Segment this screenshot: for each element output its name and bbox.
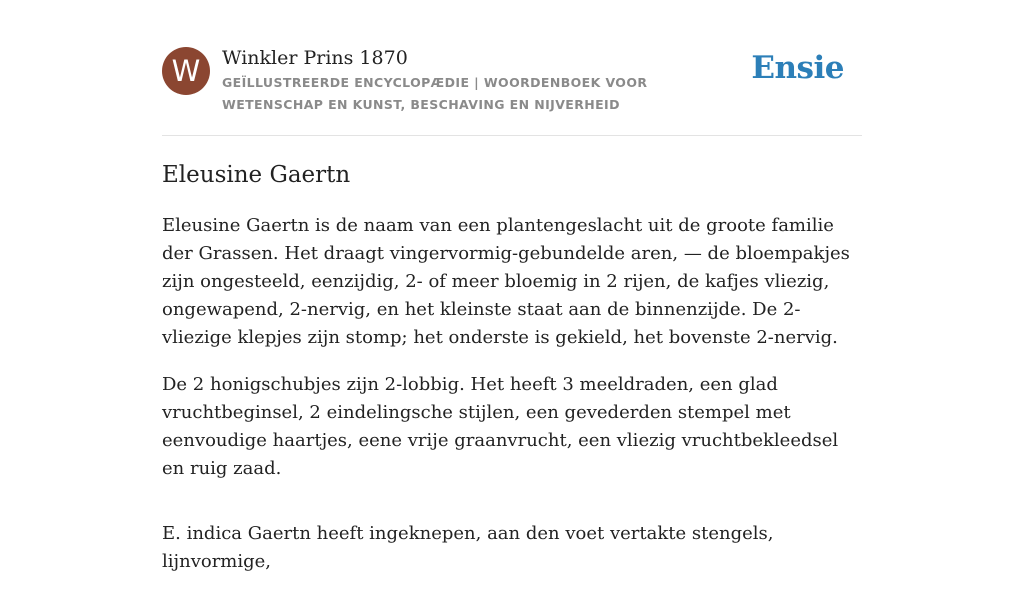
source-header (162, 0, 862, 136)
source-avatar[interactable]: W (162, 47, 210, 95)
brand-logo[interactable]: Ensie (751, 50, 844, 86)
article-title: Eleusine Gaertn (162, 162, 351, 188)
source-subtitle: GEÏLLUSTREERDE ENCYCLOPÆDIE | WOORDENBOEK VOOR WETENSCHAP EN KUNST, BESCHAVING EN NIJVERHEID (222, 75, 648, 112)
article-paragraph-1: Eleusine Gaertn is de naam van een plantengeslacht uit de groote familie der Grassen. Het draagt vingervormig-gebundelde aren, — de bloempakjes zijn ongesteeld, eenzijdig, 2- of meer bloemig in 2 rijen, de kafjes vliezig, ongewapend, 2-nervig, en het kleinste staat aan de binnenzijde. De 2-vliezige klepjes zijn stomp; het onderste is gekield, het bovenste 2-nervig. (162, 215, 850, 348)
article-body (162, 212, 862, 576)
article-paragraph-3: E. indica Gaertn heeft ingeknepen, aan den voet vertakte stengels, lijnvormige, (162, 523, 774, 572)
page-container (162, 0, 862, 595)
source-title[interactable]: Winkler Prins 1870 (222, 47, 408, 69)
source-info (222, 45, 747, 116)
article-paragraph-2: De 2 honigschubjes zijn 2-lobbig. Het heeft 3 meeldraden, een glad vruchtbeginsel, 2 eindelingsche stijlen, een gevederden stempel met eenvoudige haartjes, eene vrije graanvrucht, een vliezig vruchtbekleedsel en ruig zaad. (162, 374, 839, 479)
